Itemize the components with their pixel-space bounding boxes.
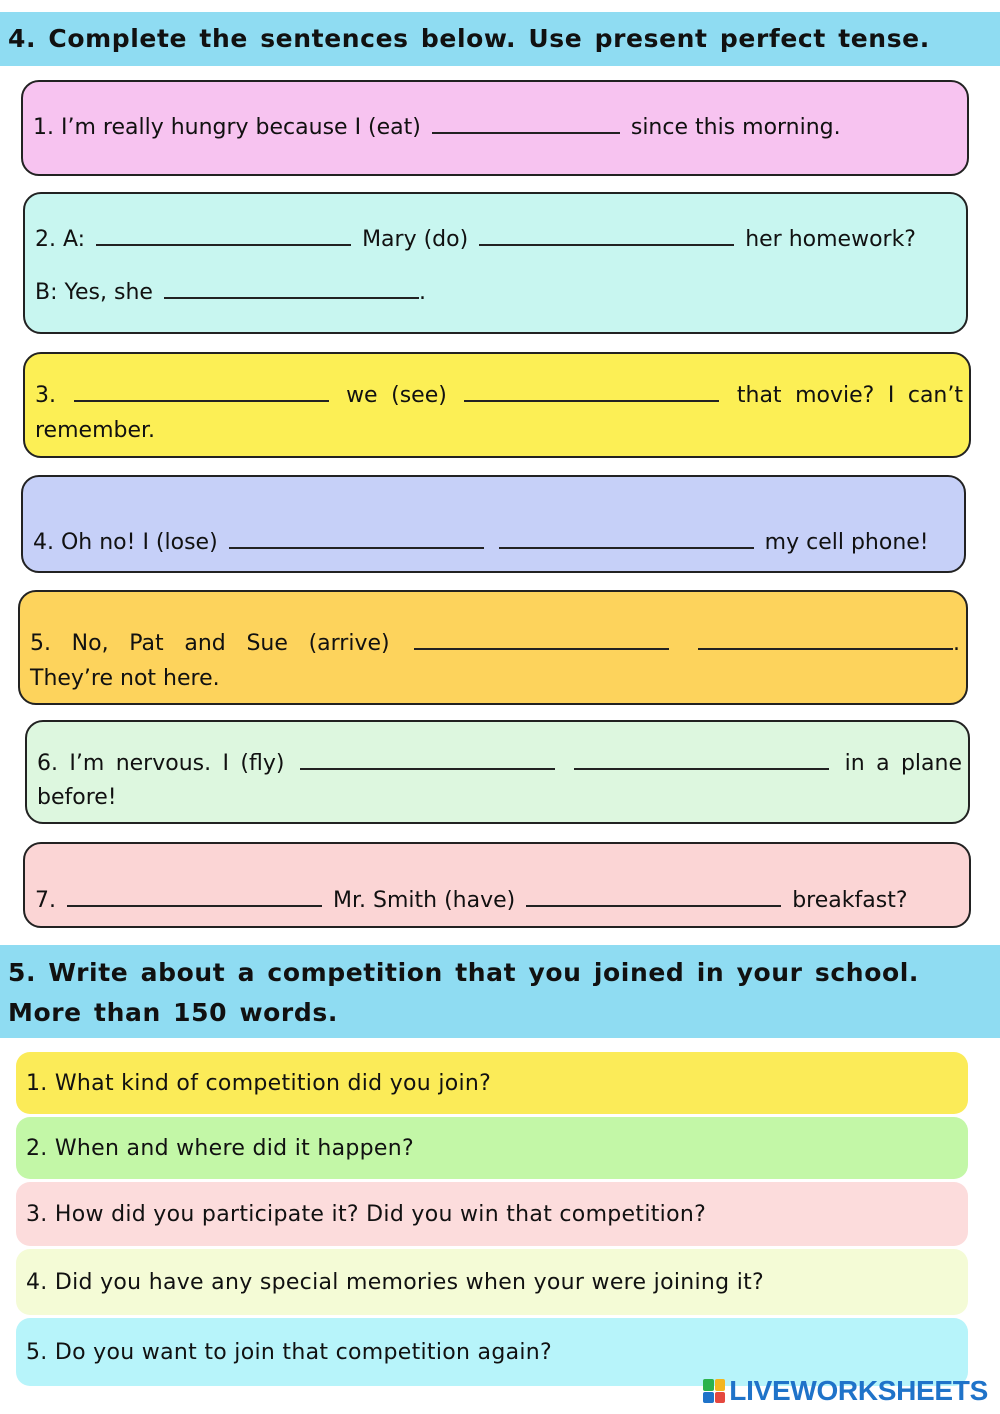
sentence-6-box [25, 720, 970, 824]
sentence-5-end: . [953, 631, 961, 656]
sentence-5-line2: They’re not here. [30, 666, 220, 691]
answer-blank[interactable] [67, 887, 322, 907]
sentence-5-text: 5. No, Pat and Sue (arrive) [30, 631, 390, 656]
sentence-4-end: my cell phone! [764, 530, 929, 555]
answer-blank[interactable] [74, 382, 329, 402]
sentence-3-text: 3. [35, 383, 56, 408]
sentence-4-box [21, 475, 966, 573]
question-4: 4. Did you have any special memories when your were joining it? [16, 1249, 968, 1315]
sentence-6-text: 6. I’m nervous. I (fly) [37, 751, 285, 776]
question-5: 5. Do you want to join that competition again? [16, 1318, 968, 1386]
sentence-7-mid: Mr. Smith (have) [333, 888, 516, 913]
sentence-3-end: that movie? I can’t [736, 383, 963, 408]
answer-blank[interactable] [464, 382, 719, 402]
answer-blank[interactable] [414, 630, 669, 650]
sentence-3-box [23, 352, 971, 458]
sentence-2-a-text: 2. A: [35, 227, 86, 252]
sentence-2-b-end: . [418, 280, 426, 305]
answer-blank[interactable] [229, 529, 484, 549]
answer-blank[interactable] [698, 630, 953, 650]
sentence-2-b-text: B: Yes, she [35, 280, 153, 305]
sentence-2-a-end: her homework? [745, 227, 916, 252]
answer-blank[interactable] [526, 887, 781, 907]
answer-blank[interactable] [96, 226, 351, 246]
sentence-6-end: in a plane [844, 751, 963, 776]
liveworksheets-icon [703, 1379, 725, 1403]
answer-blank[interactable] [164, 279, 419, 299]
brand-name: LIVEWORKSHEETS [729, 1375, 988, 1406]
sentence-3-mid: we (see) [346, 383, 447, 408]
sentence-3-line2: remember. [35, 418, 156, 443]
answer-blank[interactable] [499, 529, 754, 549]
answer-blank[interactable] [574, 750, 829, 770]
sentence-6-line2: before! [37, 785, 117, 810]
sentence-7-end: breakfast? [792, 888, 908, 913]
question-1: 1. What kind of competition did you join? [16, 1052, 968, 1114]
sentence-1-text: 1. I’m really hungry because I (eat) [33, 115, 421, 140]
section-5-title: 5. Write about a competition that you joined in your school. More than 150 words. [0, 945, 1000, 1038]
sentence-1-end: since this morning. [630, 115, 841, 140]
answer-blank[interactable] [300, 750, 555, 770]
answer-blank[interactable] [432, 114, 620, 134]
section-4-title: 4. Complete the sentences below. Use present perfect tense. [0, 12, 1000, 66]
sentence-1-box [21, 80, 969, 176]
sentence-7-box [23, 842, 971, 928]
sentence-5-box [18, 590, 968, 705]
answer-blank[interactable] [479, 226, 734, 246]
sentence-2-a-mid: Mary (do) [362, 227, 469, 252]
sentence-7-text: 7. [35, 888, 56, 913]
question-2: 2. When and where did it happen? [16, 1117, 968, 1179]
sentence-4-text: 4. Oh no! I (lose) [33, 530, 218, 555]
liveworksheets-logo[interactable] [703, 1374, 988, 1408]
question-3: 3. How did you participate it? Did you win that competition? [16, 1182, 968, 1246]
sentence-2-box [23, 192, 968, 334]
